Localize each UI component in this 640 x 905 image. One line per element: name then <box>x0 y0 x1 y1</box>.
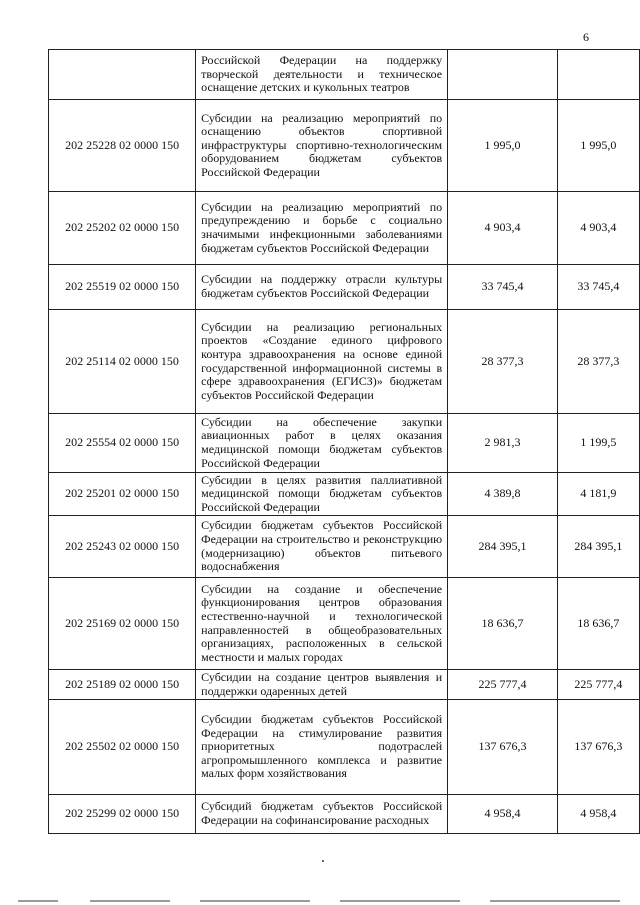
budget-code-cell: 202 25502 02 0000 150 <box>49 700 196 795</box>
amount-cell-2: 284 395,1 <box>557 516 639 578</box>
description-cell <box>196 414 448 473</box>
budget-code-cell: 202 25114 02 0000 150 <box>49 310 196 414</box>
description-text: Субсидии на обеспечение закупки авиационных работ в целях оказания медицинской помощи бюджетам субъектов Российской Федерации <box>201 414 443 470</box>
description-cell <box>196 578 448 670</box>
description-cell <box>196 473 448 516</box>
amount-cell-1: 284 395,1 <box>448 516 558 578</box>
description-text: Субсидии на реализацию региональных проектов «Создание единого цифрового контура здравоохранения на основе единой государственной информационной системы в сфере здравоохранения (ЕГИСЗ)» бюджетам субъектов Российской Федерации <box>201 319 443 402</box>
table-row <box>49 578 640 670</box>
budget-code-cell: 202 25299 02 0000 150 <box>49 795 196 834</box>
scan-mark <box>90 900 170 902</box>
description-cell <box>196 50 448 100</box>
description-text: Субсидии на поддержку отрасли культуры бюджетам субъектов Российской Федерации <box>201 272 443 300</box>
scan-mark <box>490 900 620 902</box>
description-text: Субсидии на реализацию мероприятий по оснащению объектов спортивной инфраструктуры спортивно-технологическим оборудованием бюджетам субъектов Российской Федерации <box>201 110 443 179</box>
description-cell <box>196 795 448 834</box>
amount-cell-2: 18 636,7 <box>557 578 639 670</box>
table-row <box>49 192 640 265</box>
amount-cell-1: 137 676,3 <box>448 700 558 795</box>
description-cell <box>196 516 448 578</box>
amount-cell-1: 4 958,4 <box>448 795 558 834</box>
budget-code-cell: 202 25243 02 0000 150 <box>49 516 196 578</box>
table-row <box>49 795 640 834</box>
budget-code-cell: 202 25201 02 0000 150 <box>49 473 196 516</box>
amount-cell-2: 4 903,4 <box>557 192 639 265</box>
description-text: Субсидии на создание и обеспечение функционирования центров образования естественно-научной и технологической направленностей в общеобразовательных организациях, расположенных в сельской местности и малых городах <box>201 581 443 664</box>
amount-cell-1: 2 981,3 <box>448 414 558 473</box>
table-row <box>49 265 640 310</box>
amount-cell-2: 28 377,3 <box>557 310 639 414</box>
description-cell <box>196 310 448 414</box>
amount-cell-2: 4 958,4 <box>557 795 639 834</box>
amount-cell-1: 4 389,8 <box>448 473 558 516</box>
budget-code-cell: 202 25228 02 0000 150 <box>49 100 196 192</box>
scan-mark <box>340 900 460 902</box>
table-row <box>49 310 640 414</box>
budget-code-cell: 202 25519 02 0000 150 <box>49 265 196 310</box>
budget-code-cell: 202 25169 02 0000 150 <box>49 578 196 670</box>
description-text: Субсидии на реализацию мероприятий по предупреждению и борьбе с социально значимыми инфекционными заболеваниями бюджетам субъектов Российской Федерации <box>201 199 443 255</box>
description-cell <box>196 192 448 265</box>
scan-speck <box>322 860 324 862</box>
budget-code-cell: 202 25202 02 0000 150 <box>49 192 196 265</box>
table-row <box>49 414 640 473</box>
amount-cell-1: 1 995,0 <box>448 100 558 192</box>
scan-mark <box>200 900 310 902</box>
amount-cell-2: 33 745,4 <box>557 265 639 310</box>
amount-cell-1: 4 903,4 <box>448 192 558 265</box>
amount-cell-1: 18 636,7 <box>448 578 558 670</box>
description-cell <box>196 100 448 192</box>
description-text: Субсидии на создание центров выявления и поддержки одаренных детей <box>201 669 443 698</box>
page-number: 6 <box>583 30 589 44</box>
description-text: Российской Федерации на поддержку творческой деятельности и техническое оснащение детских и кукольных театров <box>201 53 443 95</box>
amount-cell-2: 1 199,5 <box>557 414 639 473</box>
amount-cell-1: 225 777,4 <box>448 670 558 700</box>
description-text: Субсидий бюджетам субъектов Российской Федерации на софинансирование расходных <box>201 799 443 827</box>
amount-cell-1 <box>448 50 558 100</box>
description-text: Субсидии в целях развития паллиативной медицинской помощи бюджетам субъектов Российской Федерации <box>201 472 443 514</box>
amount-cell-2: 4 181,9 <box>557 473 639 516</box>
budget-code-cell: 202 25189 02 0000 150 <box>49 670 196 700</box>
table-row <box>49 473 640 516</box>
description-text: Субсидии бюджетам субъектов Российской Федерации на строительство и реконструкцию (модернизацию) объектов питьевого водоснабжения <box>201 518 443 574</box>
table-row <box>49 516 640 578</box>
description-cell <box>196 265 448 310</box>
amount-cell-1: 33 745,4 <box>448 265 558 310</box>
table-row <box>49 100 640 192</box>
table-row <box>49 670 640 700</box>
scan-mark <box>18 900 58 902</box>
description-cell <box>196 670 448 700</box>
budget-code-cell: 202 25554 02 0000 150 <box>49 414 196 473</box>
amount-cell-1: 28 377,3 <box>448 310 558 414</box>
amount-cell-2 <box>557 50 639 100</box>
amount-cell-2: 225 777,4 <box>557 670 639 700</box>
table-row <box>49 50 640 100</box>
budget-table <box>48 49 640 834</box>
scan-edge-marks <box>0 896 640 905</box>
amount-cell-2: 1 995,0 <box>557 100 639 192</box>
budget-code-cell <box>49 50 196 100</box>
amount-cell-2: 137 676,3 <box>557 700 639 795</box>
table-row <box>49 700 640 795</box>
description-text: Субсидии бюджетам субъектов Российской Федерации на стимулирование развития приоритетных подотраслей агропромышленного комплекса и развитие малых форм хозяйствования <box>201 712 443 781</box>
description-cell <box>196 700 448 795</box>
